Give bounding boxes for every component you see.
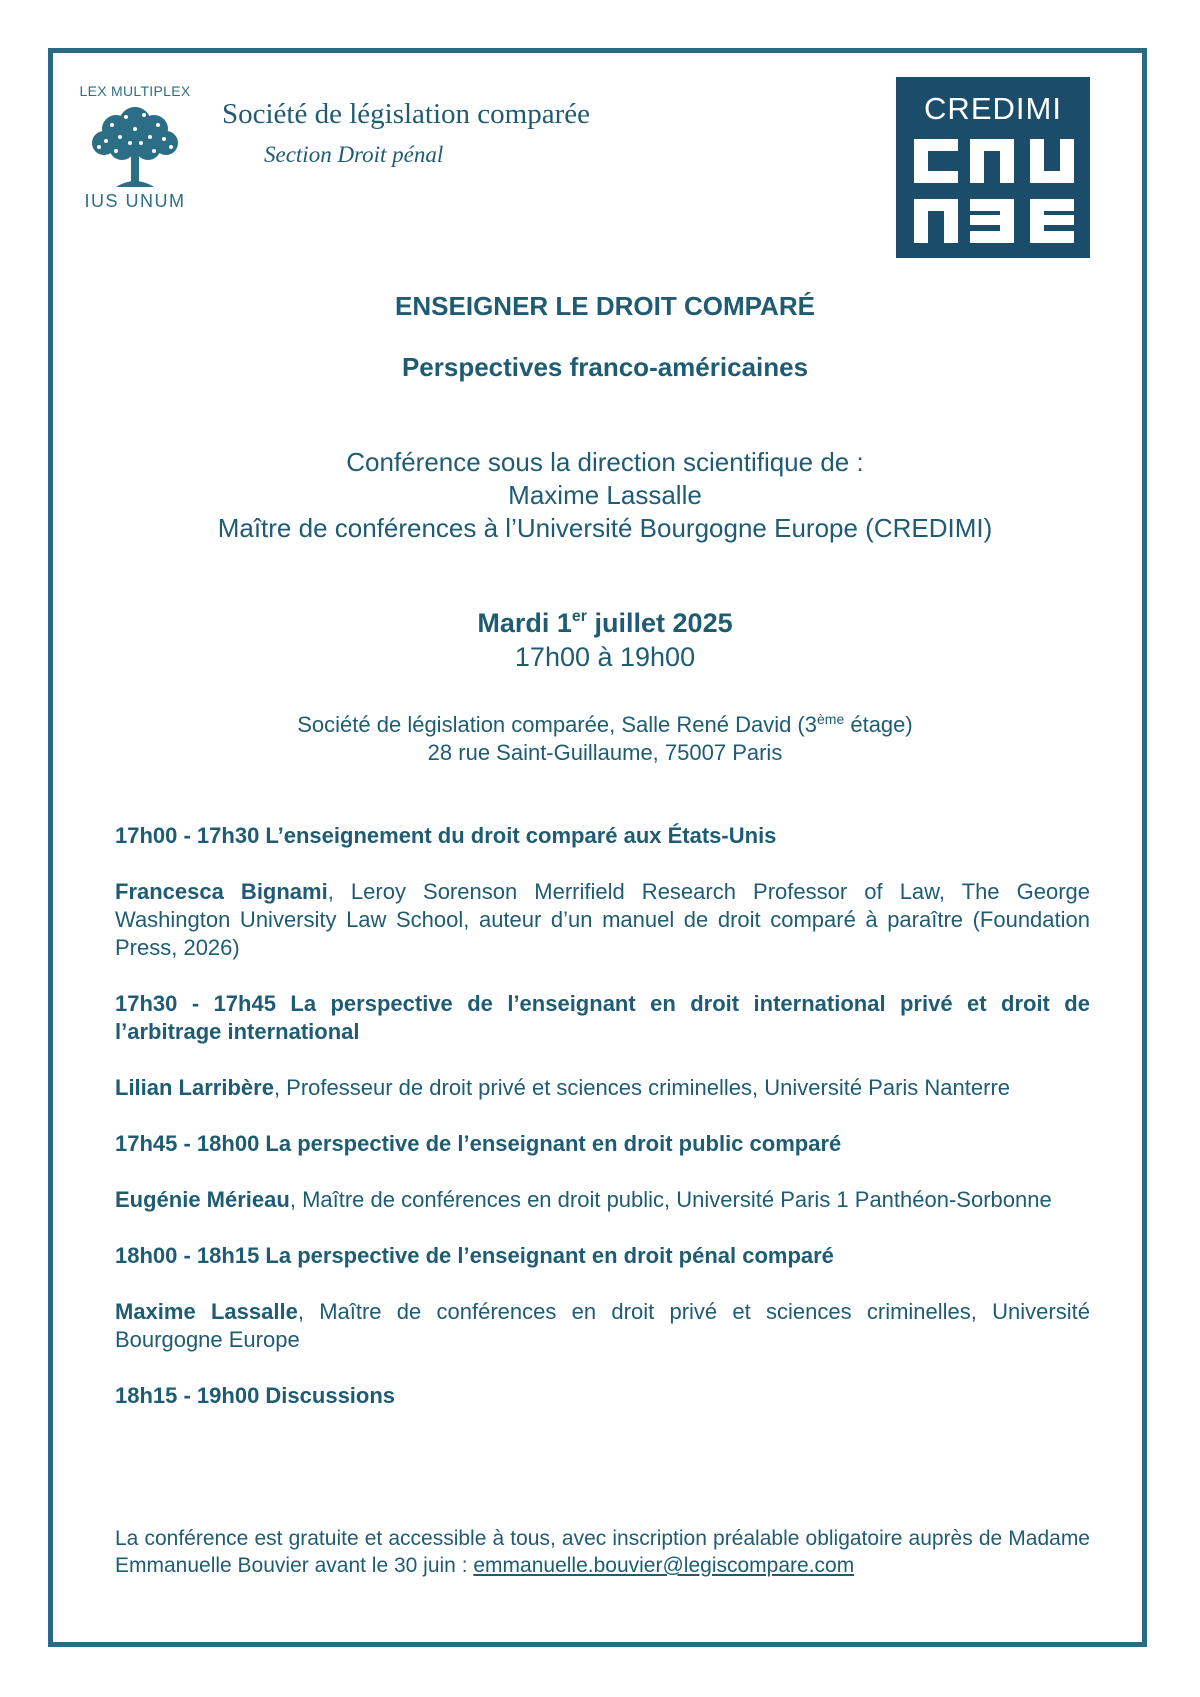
organization-section: Section Droit pénal [264,142,444,167]
program-item [115,990,1090,1102]
program [115,822,1090,1438]
venue-line-1-a: Société de législation comparée, Salle René David (3 [297,712,817,737]
program-item-head: 18h00 - 18h15 La perspective de l’enseignant en droit pénal comparé [115,1243,834,1268]
organization-name: Société de législation comparée [222,98,590,130]
venue-line-1 [60,705,1150,739]
direction-line-2: Maxime Lassalle [508,480,702,510]
tree-icon [86,101,184,193]
event-venue [60,705,1150,767]
program-item-speaker-line [115,878,1090,962]
venue-line-2: 28 rue Saint-Guillaume, 75007 Paris [427,740,783,765]
credimi-logo-text: CREDIMI [924,91,1062,126]
date-day: Mardi 1 [477,608,572,638]
speaker-description: , Leroy Sorenson Merrifield Research Professor of Law, The George Washington University Law School, auteur d’un manuel de droit comparé à paraître (Foundation Press, 2026) [115,879,1090,960]
scientific-direction [60,446,1150,545]
date-sup: er [571,608,588,625]
date-rest: juillet 2025 [587,608,733,638]
program-item-speaker-line [115,1186,1090,1214]
speaker-name: Eugénie Mérieau [115,1187,290,1212]
venue-line-1-b: étage) [844,712,913,737]
page-subtitle: Perspectives franco-américaines [401,352,809,382]
email-link[interactable]: emmanuelle.bouvier@legiscompare.com [473,1554,855,1577]
direction-line-3: Maître de conférences à l’Université Bourgogne Europe (CREDIMI) [217,513,993,543]
lex-multiplex-logo [76,83,194,213]
program-item [115,1382,1090,1410]
speaker-name: Maxime Lassalle [115,1299,298,1324]
program-item-head: 18h15 - 19h00 Discussions [115,1383,396,1408]
program-item [115,1242,1090,1354]
venue-line-1-sup: ème [817,711,845,727]
event-date [60,608,1150,639]
credimi-logo [896,77,1090,258]
direction-line-1: Conférence sous la direction scientifique de : [346,447,864,477]
registration-note [115,1525,1090,1579]
speaker-name: Francesca Bignami [115,879,328,904]
program-item [115,822,1090,962]
speaker-description: , Maître de conférences en droit public, Université Paris 1 Panthéon-Sorbonne [289,1187,1052,1212]
credimi-glyph-icon [914,139,1074,243]
registration-text: La conférence est gratuite et accessible à tous, avec inscription préalable obligatoire auprès de Madame Emmanuelle Bouvier avant le 30 juin : [115,1527,1090,1577]
program-item [115,1130,1090,1214]
speaker-name: Lilian Larribère [115,1075,274,1100]
speaker-description: , Professeur de droit privé et sciences criminelles, Université Paris Nanterre [273,1075,1011,1100]
event-hours: 17h00 à 19h00 [514,642,696,672]
program-item-head: 17h00 - 17h30 L’enseignement du droit comparé aux États-Unis [115,823,777,848]
program-item-speaker-line [115,1298,1090,1354]
program-item-speaker-line [115,1074,1090,1102]
program-item-head: 17h45 - 18h00 La perspective de l’enseignant en droit public comparé [115,1131,842,1156]
program-item-head: 17h30 - 17h45 La perspective de l’enseignant en droit international privé et droit de l’arbitrage international [115,991,1090,1044]
logo-top-text: LEX MULTIPLEX [79,83,191,99]
logo-bottom-text: IUS UNUM [84,191,186,211]
speaker-description: , Maître de conférences en droit privé et sciences criminelles, Université Bourgogne Europe [115,1299,1090,1352]
page-title: ENSEIGNER LE DROIT COMPARÉ [395,291,815,321]
